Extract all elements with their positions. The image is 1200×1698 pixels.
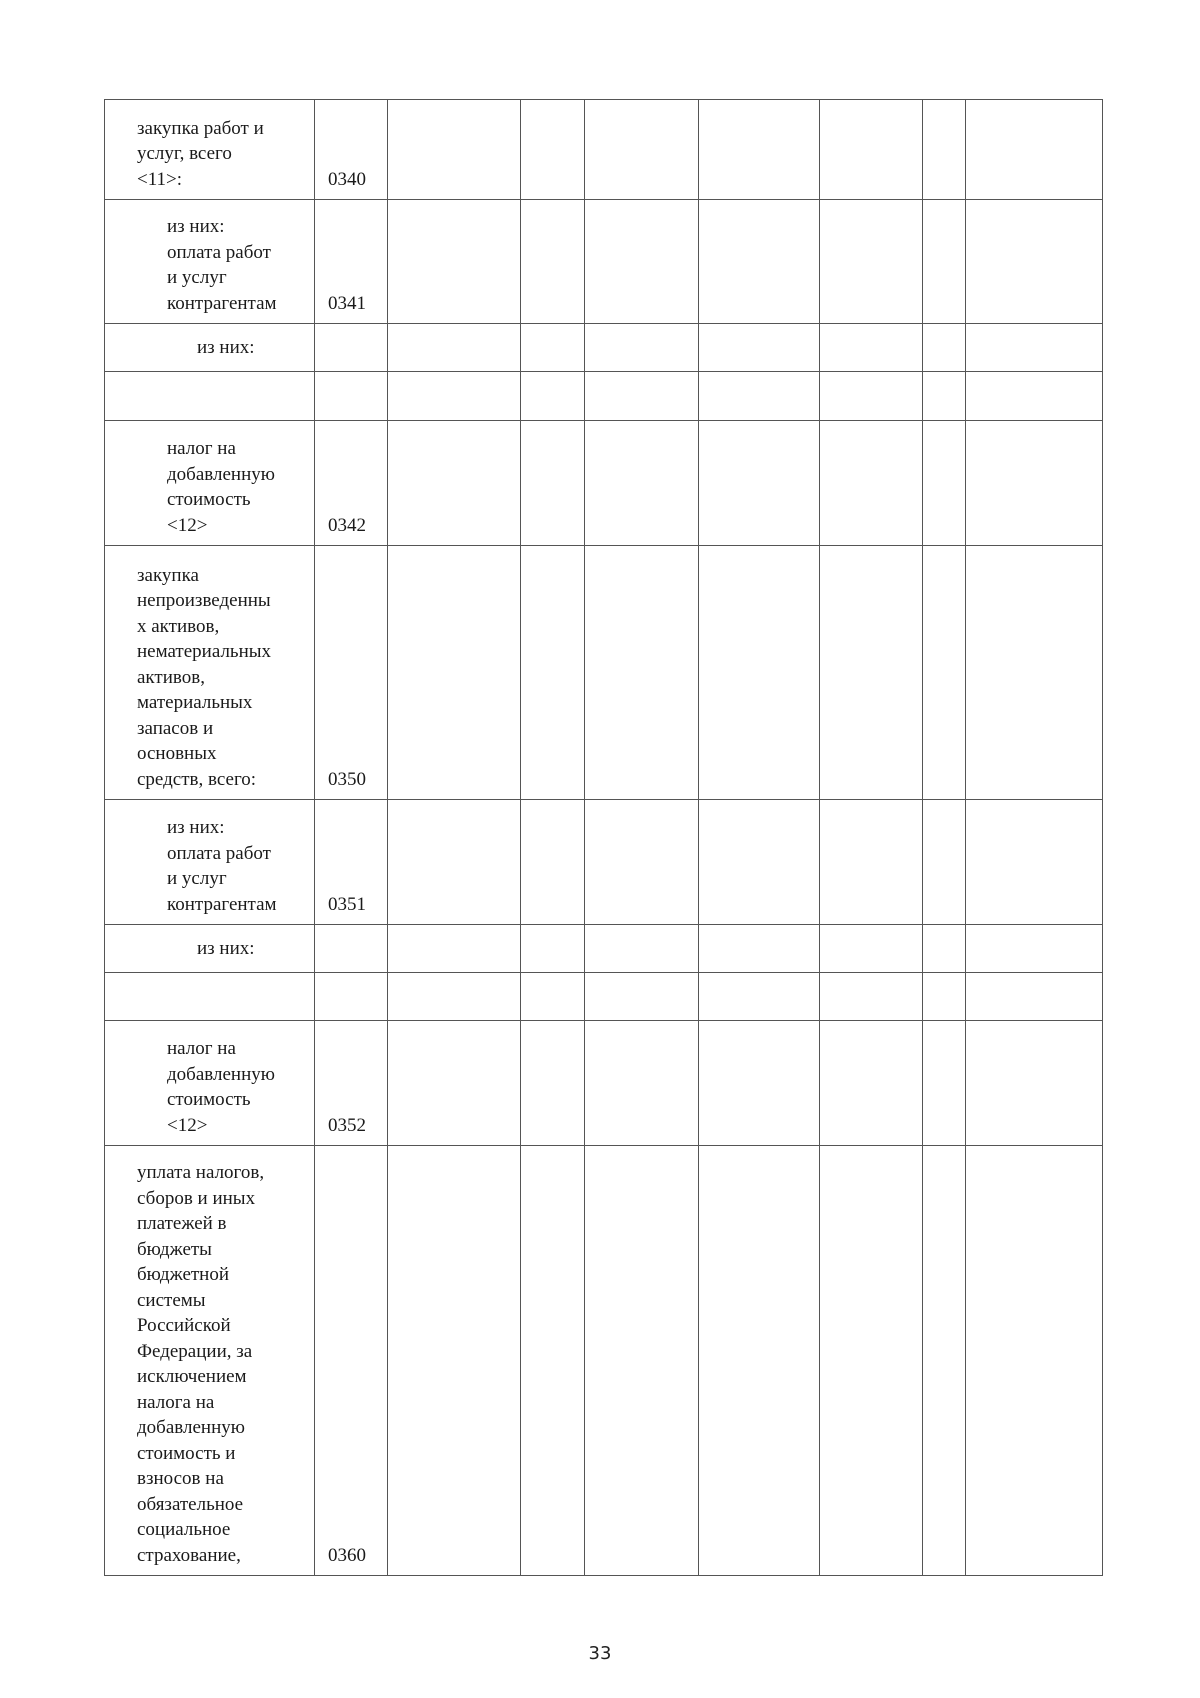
- row-label: из них:: [197, 937, 255, 959]
- form-table: [104, 99, 1103, 1576]
- value-cell: [585, 324, 699, 372]
- value-cell: [923, 1146, 966, 1576]
- value-cell: [923, 546, 966, 800]
- value-cell: [699, 1146, 820, 1576]
- value-cell: [820, 973, 923, 1021]
- row-label: налог на добавленную стоимость <12>: [167, 438, 275, 536]
- row-code: 0351: [328, 893, 366, 915]
- value-cell: [820, 372, 923, 421]
- row-label: налог на добавленную стоимость <12>: [167, 1038, 275, 1136]
- row-code-cell: [315, 372, 388, 421]
- value-cell: [923, 800, 966, 925]
- row-code: 0350: [328, 768, 366, 790]
- value-cell: [820, 546, 923, 800]
- value-cell: [585, 546, 699, 800]
- value-cell: [923, 925, 966, 973]
- row-code-cell: [315, 925, 388, 973]
- value-cell: [699, 925, 820, 973]
- value-cell: [699, 1021, 820, 1146]
- value-cell: [585, 1146, 699, 1576]
- table-row: [105, 800, 1103, 925]
- row-label-cell: [105, 372, 315, 421]
- value-cell: [585, 1021, 699, 1146]
- row-code-cell: [315, 1146, 388, 1576]
- table-row: [105, 973, 1103, 1021]
- value-cell: [521, 973, 585, 1021]
- value-cell: [966, 1021, 1103, 1146]
- value-cell: [923, 973, 966, 1021]
- row-label-cell: [105, 1021, 315, 1146]
- value-cell: [521, 546, 585, 800]
- row-code-cell: [315, 1021, 388, 1146]
- value-cell: [388, 324, 521, 372]
- row-code-cell: [315, 546, 388, 800]
- row-code-cell: [315, 800, 388, 925]
- value-cell: [923, 324, 966, 372]
- value-cell: [923, 200, 966, 324]
- table-row: [105, 1146, 1103, 1576]
- value-cell: [388, 546, 521, 800]
- value-cell: [820, 1021, 923, 1146]
- value-cell: [585, 925, 699, 973]
- row-label-cell: [105, 421, 315, 546]
- value-cell: [820, 800, 923, 925]
- page-number: 33: [588, 1643, 612, 1664]
- row-label-cell: [105, 324, 315, 372]
- row-label-cell: [105, 1146, 315, 1576]
- value-cell: [966, 973, 1103, 1021]
- value-cell: [521, 800, 585, 925]
- row-code-cell: [315, 324, 388, 372]
- row-code-cell: [315, 200, 388, 324]
- value-cell: [585, 372, 699, 421]
- table-row: [105, 925, 1103, 973]
- table-row: [105, 546, 1103, 800]
- row-label-cell: [105, 973, 315, 1021]
- value-cell: [388, 973, 521, 1021]
- table-row: [105, 200, 1103, 324]
- value-cell: [699, 421, 820, 546]
- value-cell: [388, 800, 521, 925]
- row-label-cell: [105, 100, 315, 200]
- value-cell: [820, 200, 923, 324]
- value-cell: [923, 1021, 966, 1146]
- row-label: закупка непроизведенны х активов, нематериальных активов, материальных запасов и основных средств, всего:: [137, 564, 272, 790]
- table-row: [105, 372, 1103, 421]
- value-cell: [585, 800, 699, 925]
- row-label-cell: [105, 546, 315, 800]
- table-row: [105, 324, 1103, 372]
- value-cell: [966, 546, 1103, 800]
- value-cell: [966, 372, 1103, 421]
- row-label: из них: оплата работ и услуг контрагентам: [167, 216, 277, 314]
- row-code: 0352: [328, 1114, 366, 1136]
- value-cell: [521, 1021, 585, 1146]
- row-code-cell: [315, 421, 388, 546]
- value-cell: [699, 100, 820, 200]
- value-cell: [966, 324, 1103, 372]
- value-cell: [388, 925, 521, 973]
- row-label-cell: [105, 925, 315, 973]
- value-cell: [966, 1146, 1103, 1576]
- value-cell: [699, 372, 820, 421]
- row-code-cell: [315, 100, 388, 200]
- value-cell: [521, 100, 585, 200]
- value-cell: [699, 800, 820, 925]
- value-cell: [699, 324, 820, 372]
- value-cell: [388, 1146, 521, 1576]
- row-label-cell: [105, 200, 315, 324]
- value-cell: [699, 973, 820, 1021]
- row-code: 0342: [328, 514, 366, 536]
- row-label: из них:: [197, 336, 255, 358]
- row-label: уплата налогов, сборов и иных платежей в бюджеты бюджетной системы Российской Федерации, за исключением налога на добавленную стоимость и взносов на обязательное социальное страхование,: [137, 1162, 265, 1566]
- value-cell: [820, 925, 923, 973]
- value-cell: [388, 372, 521, 421]
- row-code: 0360: [328, 1544, 366, 1566]
- value-cell: [521, 421, 585, 546]
- value-cell: [521, 925, 585, 973]
- value-cell: [699, 546, 820, 800]
- value-cell: [585, 200, 699, 324]
- value-cell: [388, 100, 521, 200]
- row-code-cell: [315, 973, 388, 1021]
- row-label: закупка работ и услуг, всего <11>:: [137, 117, 264, 190]
- value-cell: [388, 200, 521, 324]
- value-cell: [521, 200, 585, 324]
- table-row: [105, 1021, 1103, 1146]
- value-cell: [585, 421, 699, 546]
- value-cell: [585, 973, 699, 1021]
- table-row: [105, 100, 1103, 200]
- table-row: [105, 421, 1103, 546]
- value-cell: [966, 421, 1103, 546]
- value-cell: [923, 372, 966, 421]
- value-cell: [820, 1146, 923, 1576]
- row-label: из них: оплата работ и услуг контрагентам: [167, 817, 277, 915]
- value-cell: [388, 1021, 521, 1146]
- value-cell: [585, 100, 699, 200]
- value-cell: [820, 421, 923, 546]
- value-cell: [699, 200, 820, 324]
- value-cell: [388, 421, 521, 546]
- value-cell: [966, 100, 1103, 200]
- value-cell: [966, 200, 1103, 324]
- value-cell: [521, 1146, 585, 1576]
- value-cell: [923, 421, 966, 546]
- row-code: 0340: [328, 168, 366, 190]
- value-cell: [820, 324, 923, 372]
- row-code: 0341: [328, 292, 366, 314]
- value-cell: [820, 100, 923, 200]
- value-cell: [521, 372, 585, 421]
- row-label-cell: [105, 800, 315, 925]
- value-cell: [966, 800, 1103, 925]
- value-cell: [923, 100, 966, 200]
- value-cell: [966, 925, 1103, 973]
- value-cell: [521, 324, 585, 372]
